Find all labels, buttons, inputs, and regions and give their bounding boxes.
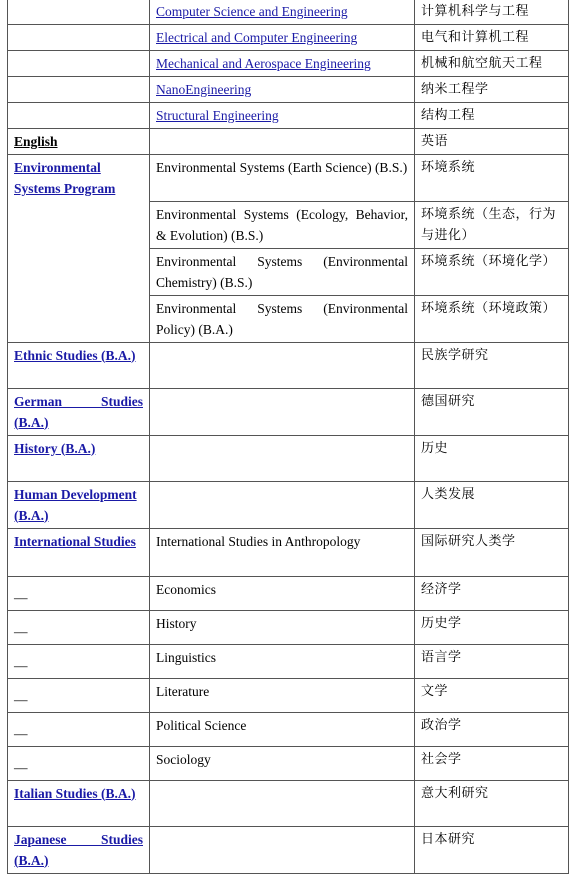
sub-major-cell: Environmental Systems (Environmental Policy) (B.A.) [150, 295, 415, 342]
dash-marker: — [14, 691, 28, 707]
dash-marker: — [14, 725, 28, 741]
table-row [8, 0, 569, 25]
table-row [8, 388, 569, 435]
chinese-name-cell: 人类发展 [415, 481, 569, 528]
major-cell [8, 201, 150, 248]
major-cell [8, 780, 150, 826]
sub-major-cell [150, 435, 415, 481]
table-row [8, 129, 569, 155]
chinese-name-cell: 环境系统（环境化学） [415, 248, 569, 295]
table-row [8, 77, 569, 103]
major-link[interactable]: Environmental Systems Program [14, 160, 116, 196]
table-row [8, 481, 569, 528]
major-cell [8, 644, 150, 678]
major-cell [8, 826, 150, 873]
major-cell [8, 342, 150, 388]
sub-major-cell [150, 51, 415, 77]
sub-major-cell: Environmental Systems (Earth Science) (B.S.) [150, 155, 415, 202]
table-row [8, 25, 569, 51]
major-cell [8, 155, 150, 202]
table-row [8, 295, 569, 342]
major-cell [8, 25, 150, 51]
chinese-name-cell: 计算机科学与工程 [415, 0, 569, 25]
chinese-name-cell: 环境系统（生态，行为与进化） [415, 201, 569, 248]
chinese-name-cell: 机械和航空航天工程 [415, 51, 569, 77]
chinese-name-cell: 结构工程 [415, 103, 569, 129]
major-cell [8, 576, 150, 610]
chinese-name-cell: 国际研究人类学 [415, 528, 569, 576]
sub-major-cell [150, 129, 415, 155]
chinese-name-cell: 英语 [415, 129, 569, 155]
sub-major-link[interactable]: Computer Science and Engineering [156, 4, 348, 19]
table-row [8, 644, 569, 678]
chinese-name-cell: 民族学研究 [415, 342, 569, 388]
sub-major-cell [150, 0, 415, 25]
chinese-name-cell: 德国研究 [415, 388, 569, 435]
sub-major-link[interactable]: Structural Engineering [156, 108, 279, 123]
table-row [8, 342, 569, 388]
major-cell [8, 388, 150, 435]
dash-marker: — [14, 589, 28, 605]
table-row [8, 248, 569, 295]
table-row [8, 576, 569, 610]
chinese-name-cell: 意大利研究 [415, 780, 569, 826]
table-row [8, 528, 569, 576]
dash-marker: — [14, 623, 28, 639]
table-row [8, 610, 569, 644]
major-cell [8, 435, 150, 481]
major-cell [8, 248, 150, 295]
sub-major-cell: Sociology [150, 746, 415, 780]
table-row [8, 155, 569, 202]
major-cell [8, 77, 150, 103]
major-cell [8, 610, 150, 644]
chinese-name-cell: 经济学 [415, 576, 569, 610]
major-cell [8, 103, 150, 129]
sub-major-cell [150, 481, 415, 528]
table-row [8, 678, 569, 712]
sub-major-cell: Linguistics [150, 644, 415, 678]
sub-major-cell: Economics [150, 576, 415, 610]
sub-major-cell [150, 388, 415, 435]
chinese-name-cell: 语言学 [415, 644, 569, 678]
table-row [8, 746, 569, 780]
chinese-name-cell: 历史学 [415, 610, 569, 644]
sub-major-link[interactable]: Electrical and Computer Engineering [156, 30, 358, 45]
major-cell [8, 129, 150, 155]
majors-table [7, 0, 569, 874]
chinese-name-cell: 文学 [415, 678, 569, 712]
sub-major-link[interactable]: Mechanical and Aerospace Engineering [156, 56, 371, 71]
table-row [8, 51, 569, 77]
major-cell [8, 295, 150, 342]
major-link[interactable]: International Studies [14, 533, 136, 549]
table-row [8, 780, 569, 826]
table-row [8, 712, 569, 746]
major-cell [8, 746, 150, 780]
table-row [8, 435, 569, 481]
sub-major-cell: International Studies in Anthropology [150, 528, 415, 576]
chinese-name-cell: 环境系统（环境政策） [415, 295, 569, 342]
sub-major-cell: Environmental Systems (Environmental Chemistry) (B.S.) [150, 248, 415, 295]
sub-major-cell [150, 826, 415, 873]
major-link[interactable]: English [14, 134, 58, 149]
table-row [8, 201, 569, 248]
sub-major-cell [150, 342, 415, 388]
major-link[interactable]: German Studies (B.A.) [14, 393, 143, 430]
major-link[interactable]: Human Development (B.A.) [14, 486, 137, 523]
table-row [8, 826, 569, 873]
major-cell [8, 51, 150, 77]
chinese-name-cell: 历史 [415, 435, 569, 481]
major-link[interactable]: Italian Studies (B.A.) [14, 785, 136, 801]
sub-major-cell [150, 780, 415, 826]
table-row [8, 103, 569, 129]
major-link[interactable]: Japanese Studies (B.A.) [14, 831, 143, 868]
sub-major-link[interactable]: NanoEngineering [156, 82, 252, 97]
major-cell [8, 712, 150, 746]
dash-marker: — [14, 657, 28, 673]
sub-major-cell: Environmental Systems (Ecology, Behavior, & Evolution) (B.S.) [150, 201, 415, 248]
chinese-name-cell: 社会学 [415, 746, 569, 780]
sub-major-cell [150, 77, 415, 103]
chinese-name-cell: 环境系统 [415, 155, 569, 202]
major-cell [8, 481, 150, 528]
chinese-name-cell: 政治学 [415, 712, 569, 746]
major-cell [8, 0, 150, 25]
major-cell [8, 528, 150, 576]
major-cell [8, 678, 150, 712]
sub-major-cell: Political Science [150, 712, 415, 746]
sub-major-cell [150, 25, 415, 51]
chinese-name-cell: 纳米工程学 [415, 77, 569, 103]
sub-major-cell: History [150, 610, 415, 644]
sub-major-cell: Literature [150, 678, 415, 712]
major-link[interactable]: Ethnic Studies (B.A.) [14, 347, 136, 363]
major-link[interactable]: History (B.A.) [14, 440, 96, 456]
sub-major-cell [150, 103, 415, 129]
chinese-name-cell: 日本研究 [415, 826, 569, 873]
dash-marker: — [14, 759, 28, 775]
chinese-name-cell: 电气和计算机工程 [415, 25, 569, 51]
